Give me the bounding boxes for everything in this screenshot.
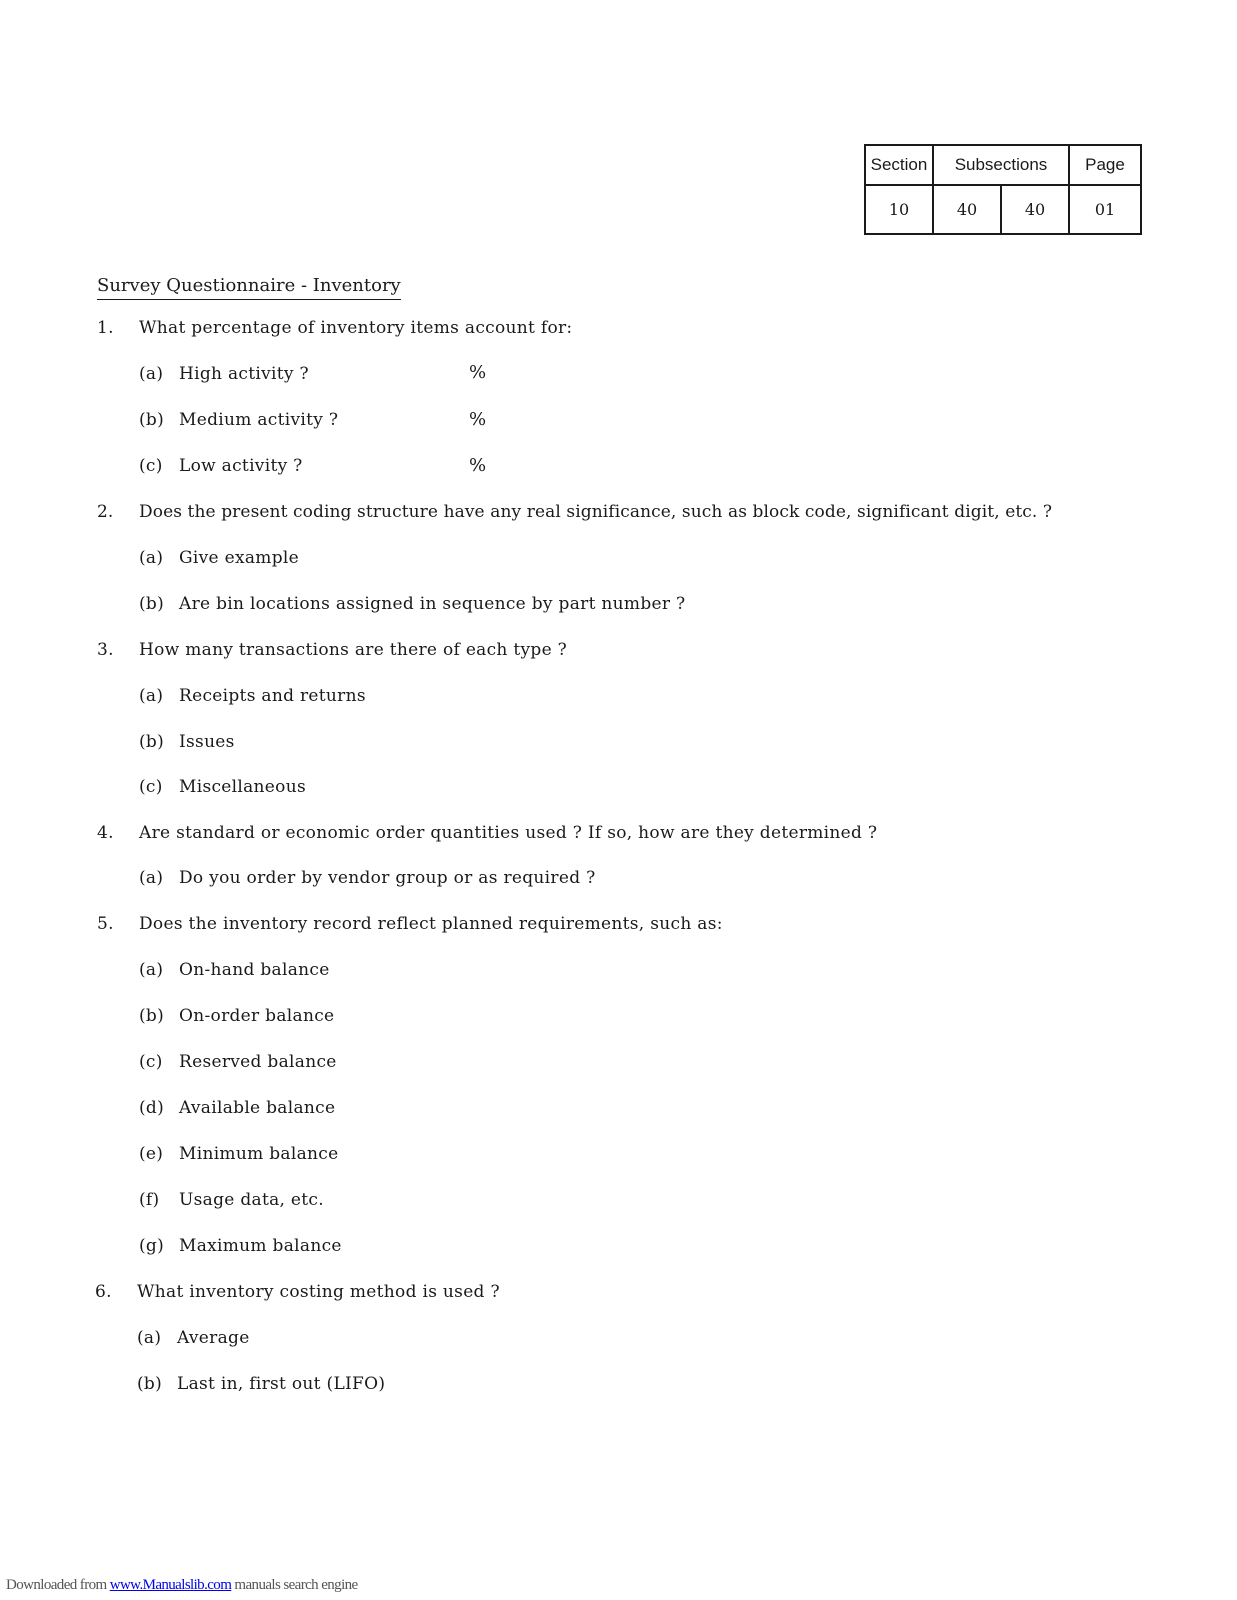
footer-prefix: Downloaded from: [6, 1577, 110, 1593]
sub-item-letter: (e): [139, 1144, 164, 1164]
sub-item-letter: (a): [137, 1328, 162, 1348]
question-number: 5.: [97, 914, 114, 934]
download-footer: [6, 1577, 358, 1594]
page-value: 01: [1069, 185, 1141, 234]
sub-item-letter: (a): [139, 364, 164, 384]
sub-item-text: Medium activity ?: [179, 410, 339, 430]
percent-sign-1a: %: [469, 362, 487, 383]
question-number: 2.: [97, 502, 114, 522]
sub-item-letter: (a): [139, 548, 164, 568]
sub-item-text: Reserved balance: [179, 1052, 337, 1072]
sub-item-text: Miscellaneous: [179, 777, 306, 797]
question-number: 4.: [97, 823, 114, 843]
subsection-value-2: 40: [1001, 185, 1069, 234]
document-title: Survey Questionnaire - Inventory: [97, 275, 401, 300]
question-text: What percentage of inventory items account for:: [139, 318, 573, 338]
sub-item-letter: (b): [139, 732, 165, 752]
question-text: Are standard or economic order quantities used ? If so, how are they determined ?: [139, 823, 878, 843]
sub-item-text: High activity ?: [179, 364, 309, 384]
percent-sign-1b: %: [469, 409, 487, 430]
percent-sign-1c: %: [469, 455, 487, 476]
question-text: What inventory costing method is used ?: [137, 1282, 500, 1302]
sub-item-text: Issues: [179, 732, 235, 752]
sub-item-text: Usage data, etc.: [179, 1190, 324, 1210]
section-value: 10: [865, 185, 933, 234]
question-text: How many transactions are there of each type ?: [139, 640, 568, 660]
sub-item-letter: (b): [137, 1374, 163, 1394]
sub-item-letter: (b): [139, 1006, 165, 1026]
footer-suffix: manuals search engine: [231, 1577, 358, 1593]
section-header: Section: [865, 145, 933, 185]
question-text: Does the present coding structure have any real significance, such as block code, significant digit, etc. ?: [139, 502, 1053, 522]
sub-item-letter: (b): [139, 594, 165, 614]
sub-item-text: Minimum balance: [179, 1144, 339, 1164]
sub-item-letter: (a): [139, 868, 164, 888]
sub-item-text: Give example: [179, 548, 299, 568]
sub-item-text: Last in, first out (LIFO): [177, 1374, 386, 1394]
sub-item-letter: (d): [139, 1098, 165, 1118]
question-text: Does the inventory record reflect planned requirements, such as:: [139, 914, 723, 934]
sub-item-text: Low activity ?: [179, 456, 303, 476]
sub-item-letter: (c): [139, 777, 163, 797]
sub-item-letter: (a): [139, 960, 164, 980]
manualslib-link[interactable]: www.Manualslib.com: [109, 1577, 232, 1593]
sub-item-letter: (a): [139, 686, 164, 706]
page-header: Page: [1069, 145, 1141, 185]
sub-item-text: On-hand balance: [179, 960, 330, 980]
sub-item-text: Available balance: [179, 1098, 336, 1118]
sub-item-letter: (b): [139, 410, 165, 430]
sub-item-letter: (c): [139, 456, 163, 476]
sub-item-letter: (g): [139, 1236, 165, 1256]
sub-item-text: Average: [177, 1328, 250, 1348]
question-number: 1.: [97, 318, 114, 338]
sub-item-text: Are bin locations assigned in sequence by part number ?: [179, 594, 686, 614]
sub-item-letter: (f): [139, 1190, 160, 1210]
subsections-header: Subsections: [933, 145, 1069, 185]
section-reference-table: [864, 144, 1142, 235]
sub-item-letter: (c): [139, 1052, 163, 1072]
sub-item-text: Maximum balance: [179, 1236, 342, 1256]
sub-item-text: On-order balance: [179, 1006, 335, 1026]
question-number: 6.: [95, 1282, 112, 1302]
sub-item-text: Receipts and returns: [179, 686, 366, 706]
sub-item-text: Do you order by vendor group or as required ?: [179, 868, 596, 888]
question-number: 3.: [97, 640, 114, 660]
subsection-value-1: 40: [933, 185, 1001, 234]
